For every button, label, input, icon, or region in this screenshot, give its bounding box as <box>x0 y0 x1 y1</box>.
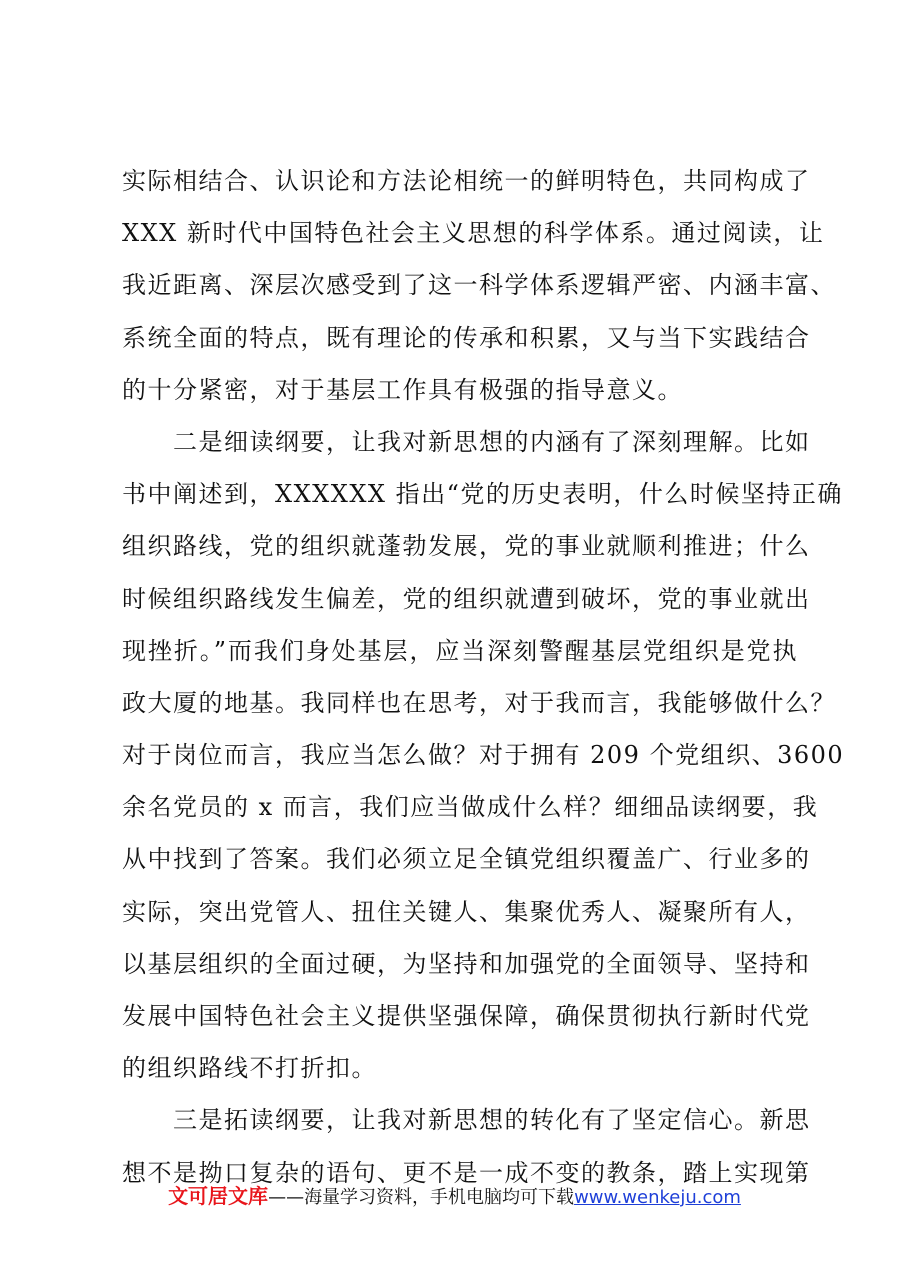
text-line: 从中找到了答案。我们必须立足全镇党组织覆盖广、行业多的 <box>122 845 811 874</box>
text-line: 发展中国特色社会主义提供坚强保障，确保贯彻执行新时代党 <box>122 1002 811 1030</box>
text-line: 想不是拗口复杂的语句、更不是一成不变的教条，踏上实现第 <box>122 1158 811 1187</box>
text-line: 政大厦的地基。我同样也在思考，对于我而言，我能够做什么？ <box>122 688 836 717</box>
page-footer <box>0 1180 909 1214</box>
text-line: 余名党员的 x 而言，我们应当做成什么样？细细品读纲要，我 <box>122 793 819 822</box>
footer-tagline: ——海量学习资料，手机电脑均可下载 <box>268 1187 575 1208</box>
text-line: 我近距离、深层次感受到了这一科学体系逻辑严密、内涵丰富、 <box>122 271 836 300</box>
document-body <box>122 155 845 1199</box>
text-line: 时候组织路线发生偏差，党的组织就遭到破坏，党的事业就出 <box>122 584 811 613</box>
text-line: 三是拓读纲要，让我对新思想的转化有了坚定信心。新思 <box>122 1106 811 1135</box>
text-line: 现挫折。”而我们身处基层，应当深刻警醒基层党组织是党执 <box>122 636 798 665</box>
text-line: 书中阐述到，XXXXXX 指出“党的历史表明，什么时候坚持正确 <box>122 480 843 509</box>
text-line: 实际，突出党管人、扭住关键人、集聚优秀人、凝聚所有人， <box>122 897 811 926</box>
text-line: 实际相结合、认识论和方法论相统一的鲜明特色，共同构成了 <box>122 167 811 195</box>
text-line: 的十分紧密，对于基层工作具有极强的指导意义。 <box>122 375 683 404</box>
footer-link[interactable]: www.wenkeju.com <box>574 1187 741 1208</box>
text-line: 系统全面的特点，既有理论的传承和积累，又与当下实践结合 <box>122 323 811 352</box>
text-line: 以基层组织的全面过硬，为坚持和加强党的全面领导、坚持和 <box>122 949 811 978</box>
text-line: 二是细读纲要，让我对新思想的内涵有了深刻理解。比如 <box>122 427 811 456</box>
text-line: XXX 新时代中国特色社会主义思想的科学体系。通过阅读，让 <box>122 219 825 248</box>
text-line: 组织路线，党的组织就蓬勃发展，党的事业就顺利推进；什么 <box>122 532 811 561</box>
text-line: 的组织路线不打折扣。 <box>122 1054 377 1083</box>
text-line: 对于岗位而言，我应当怎么做？对于拥有 209 个党组织、3600 <box>122 741 845 770</box>
footer-brand: 文可居文库 <box>168 1184 269 1208</box>
